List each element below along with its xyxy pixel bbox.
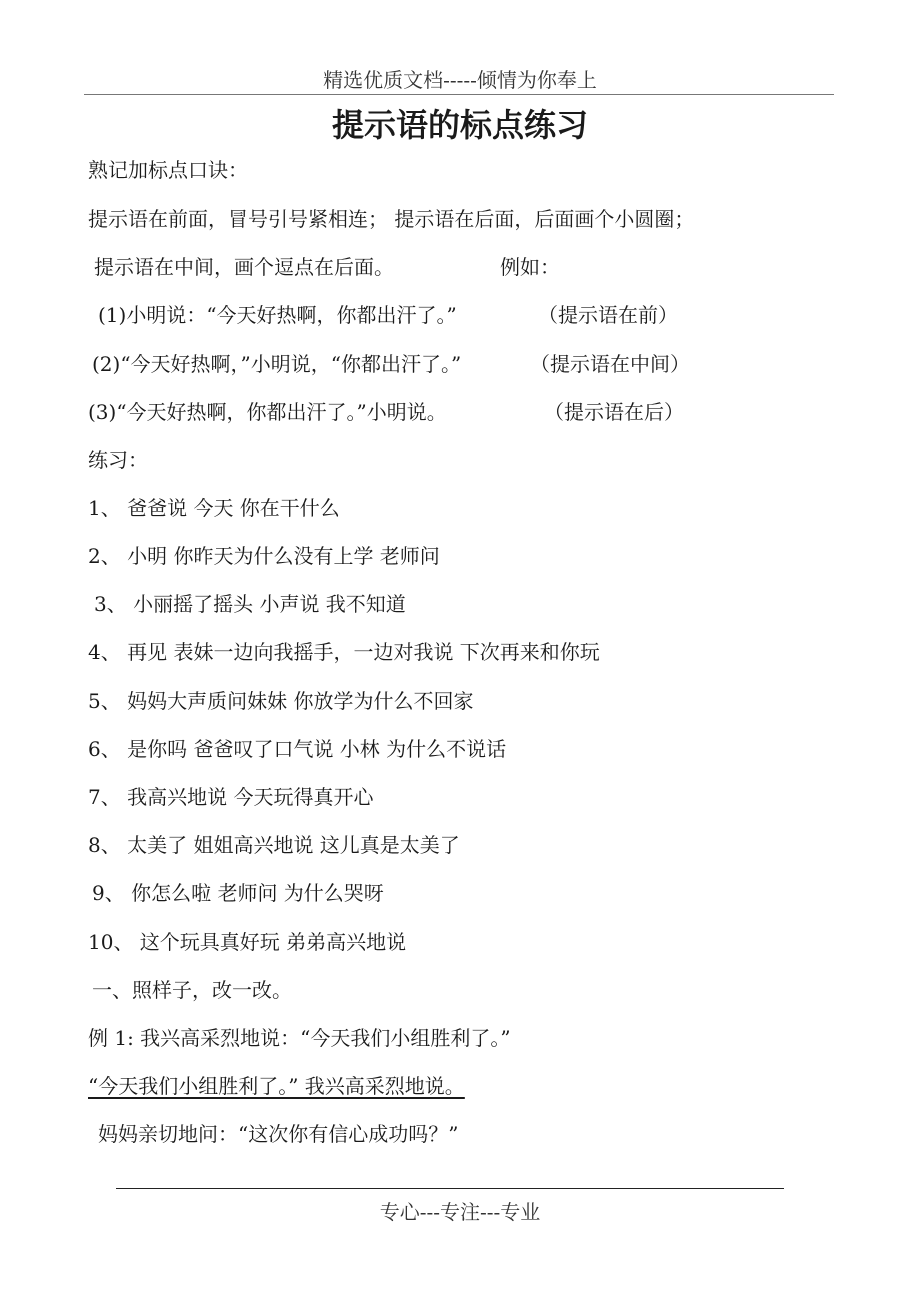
example-2-text: (2)“今天好热啊，”小明说，“你都出汗了。” xyxy=(92,352,462,376)
exercise-item-8: 8、 太美了 姐姐高兴地说 这儿真是太美了 xyxy=(88,833,460,857)
section-one-example: 例 1: 我兴高采烈地说：“今天我们小组胜利了。” xyxy=(88,1026,511,1050)
rule-line-1: 提示语在前面，冒号引号紧相连； 提示语在后面，后面画个小圆圈； xyxy=(88,207,695,231)
header-divider xyxy=(84,94,834,95)
footer-divider xyxy=(116,1188,784,1189)
page-footer: 专心---专注---专业 xyxy=(379,1200,541,1224)
exercise-item-5: 5、 妈妈大声质问妹妹 你放学为什么不回家 xyxy=(88,689,474,713)
example-1-text: (1)小明说：“今天好热啊，你都出汗了。” xyxy=(98,303,457,327)
exercise-item-10: 10、 这个玩具真好玩 弟弟高兴地说 xyxy=(88,930,407,954)
page-title: 提示语的标点练习 xyxy=(331,106,588,144)
section-one-answer: “今天我们小组胜利了。” 我兴高采烈地说。 xyxy=(88,1074,465,1098)
exercise-item-7: 7、 我高兴地说 今天玩得真开心 xyxy=(88,785,374,809)
exercise-item-3: 3、 小丽摇了摇头 小声说 我不知道 xyxy=(94,592,406,616)
exercise-item-6: 6、 是你吗 爸爸叹了口气说 小林 为什么不说话 xyxy=(88,737,507,761)
intro-label: 熟记加标点口诀： xyxy=(88,158,248,182)
exercise-item-9: 9、 你怎么啦 老师问 为什么哭呀 xyxy=(92,881,384,905)
example-2-note: （提示语在中间） xyxy=(530,352,690,376)
example-3-text: (3)“今天好热啊，你都出汗了。”小明说。 xyxy=(88,400,447,424)
rule-line-2: 提示语在中间，画个逗点在后面。 xyxy=(94,255,394,279)
example-label: 例如： xyxy=(500,255,560,279)
practice-label: 练习： xyxy=(88,448,148,472)
example-3-note: （提示语在后） xyxy=(544,400,684,424)
example-1-note: （提示语在前） xyxy=(538,303,678,327)
exercise-item-1: 1、 爸爸说 今天 你在干什么 xyxy=(88,496,340,520)
section-one-heading: 一、照样子，改一改。 xyxy=(92,978,292,1002)
exercise-item-4: 4、 再见 表妹一边向我摇手，一边对我说 下次再来和你玩 xyxy=(88,640,600,664)
page-header: 精选优质文档-----倾情为你奉上 xyxy=(323,68,597,92)
section-one-question: 妈妈亲切地问：“这次你有信心成功吗？” xyxy=(98,1122,459,1146)
exercise-item-2: 2、 小明 你昨天为什么没有上学 老师问 xyxy=(88,544,440,568)
